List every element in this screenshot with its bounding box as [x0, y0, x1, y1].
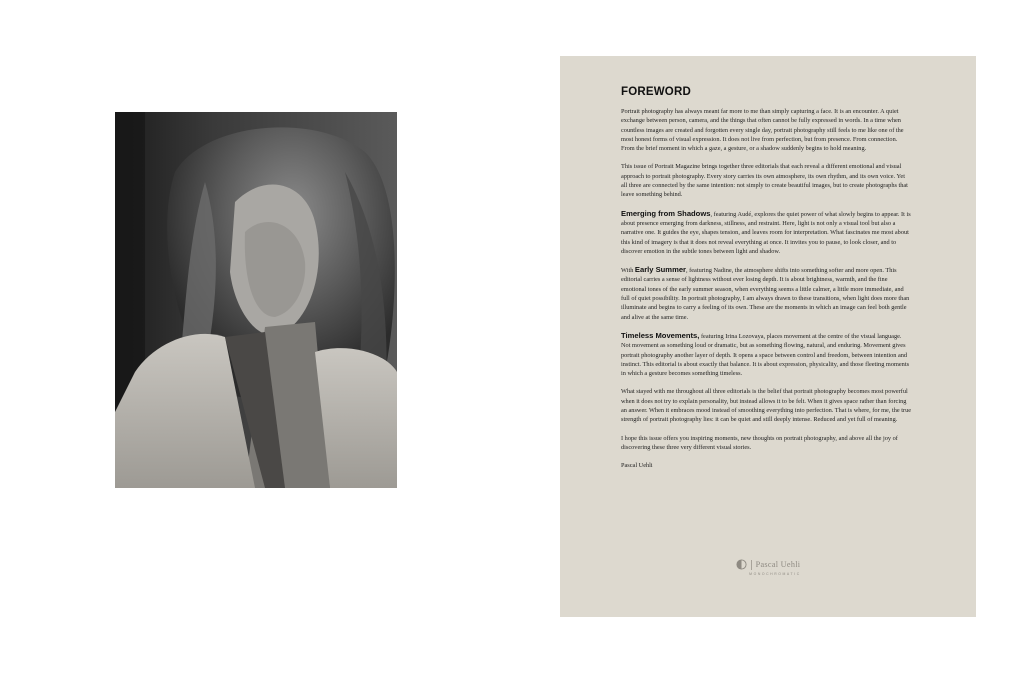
page-title: FOREWORD	[621, 86, 691, 98]
editorial-text-emerging: , featuring Audé, explores the quiet power of what slowly begins to appear. It is about presence emerging from darkness, stillness, and restraint. Here, light is not only a visual tool but also a narrative one. It guides the eye, shapes tension, and leaves room for interpretation. What fascinates me most about this kind of imagery is that it does not reveal everything at once. It invites you to pause, to look closer, and to discover emotion in the subtle tones between light and shadow.	[621, 210, 911, 255]
signature: Pascal Uehli	[621, 462, 653, 470]
logo-name: Pascal Uehli	[751, 560, 801, 570]
logo-row	[736, 559, 801, 570]
editorial-title-emerging: Emerging from Shadows	[621, 208, 711, 218]
paragraph-summer	[621, 265, 912, 322]
editorial-text-summer: , featuring Nadine, the atmosphere shifts into something softer and more open. This editorial carries a sense of lightness without ever losing depth. It is about brightness, warmth, and the fine emotional tones of the early summer season, when everything seems a little calmer, a little more immediate, and full of quiet possibility. In portrait photography, I am always drawn to these transitions, when light does more than illuminate and begins to carry a feeling of its own. These are the moments in which an image can feel both gentle and alive at the same time.	[621, 267, 910, 321]
paragraph-issue: This issue of Portrait Magazine brings together three editorials that each reveal a different emotional and visual approach to portrait photography. Every story carries its own atmosphere, its own rhythm, and its own voice. Yet all three are connected by the same intention: not simply to create beautiful images, but to create photographs that leave something behind.	[621, 163, 908, 199]
paragraph-timeless	[621, 331, 912, 378]
brand-logo	[560, 559, 976, 576]
editorial-prefix-summer: With	[621, 267, 635, 275]
paragraph-intro: Portrait photography has always meant far more to me than simply capturing a face. It is an encounter. A quiet exchange between person, camera, and the things that often cannot be fully expressed in words. In a time when countless images are created and forgotten every single day, portrait photography still feels to me like one of the most honest forms of visual expression. It does not live from perfection, but from presence. From connection. From the brief moment in which a gaze, a gesture, or a shadow suddenly begins to hold meaning.	[621, 108, 904, 153]
editorial-title-summer: Early Summer	[634, 265, 686, 275]
editorial-text-timeless: featuring Irina Lozovaya, places movement at the centre of the visual language. Not movement as something loud or dramatic, but as something flowing, natural, and enduring. Movement gives portrait photography another layer of depth. It opens a space between control and freedom, between intention and instinct. This editorial is about exactly that balance. It is about expression, physicality, and those fleeting moments in which a gesture becomes something timeless.	[621, 332, 910, 378]
paragraph-reflection: What stayed with me throughout all three editorials is the belief that portrait photography becomes most powerful when it does not try to explain personality, but instead allows it to be felt. When it gives space rather than forcing an answer. When it embraces mood instead of smoothing everything into perfection. That is where, for me, the true strength of portrait photography lies: it can be quiet and still deeply intense. Reduced and yet full of meaning.	[621, 388, 912, 424]
paragraph-emerging	[621, 209, 912, 256]
paragraph-closing: I hope this issue offers you inspiring moments, new thoughts on portrait photography, and above all the joy of discovering these three very different visual stories.	[621, 434, 898, 451]
logo-tagline: MONOCHROMATIC	[749, 572, 801, 576]
half-circle-logo-icon	[736, 559, 747, 570]
portrait-photo	[115, 112, 397, 488]
editorial-title-timeless: Timeless Movements,	[621, 330, 700, 340]
foreword-page	[560, 56, 976, 617]
portrait-photo-image	[115, 112, 397, 488]
